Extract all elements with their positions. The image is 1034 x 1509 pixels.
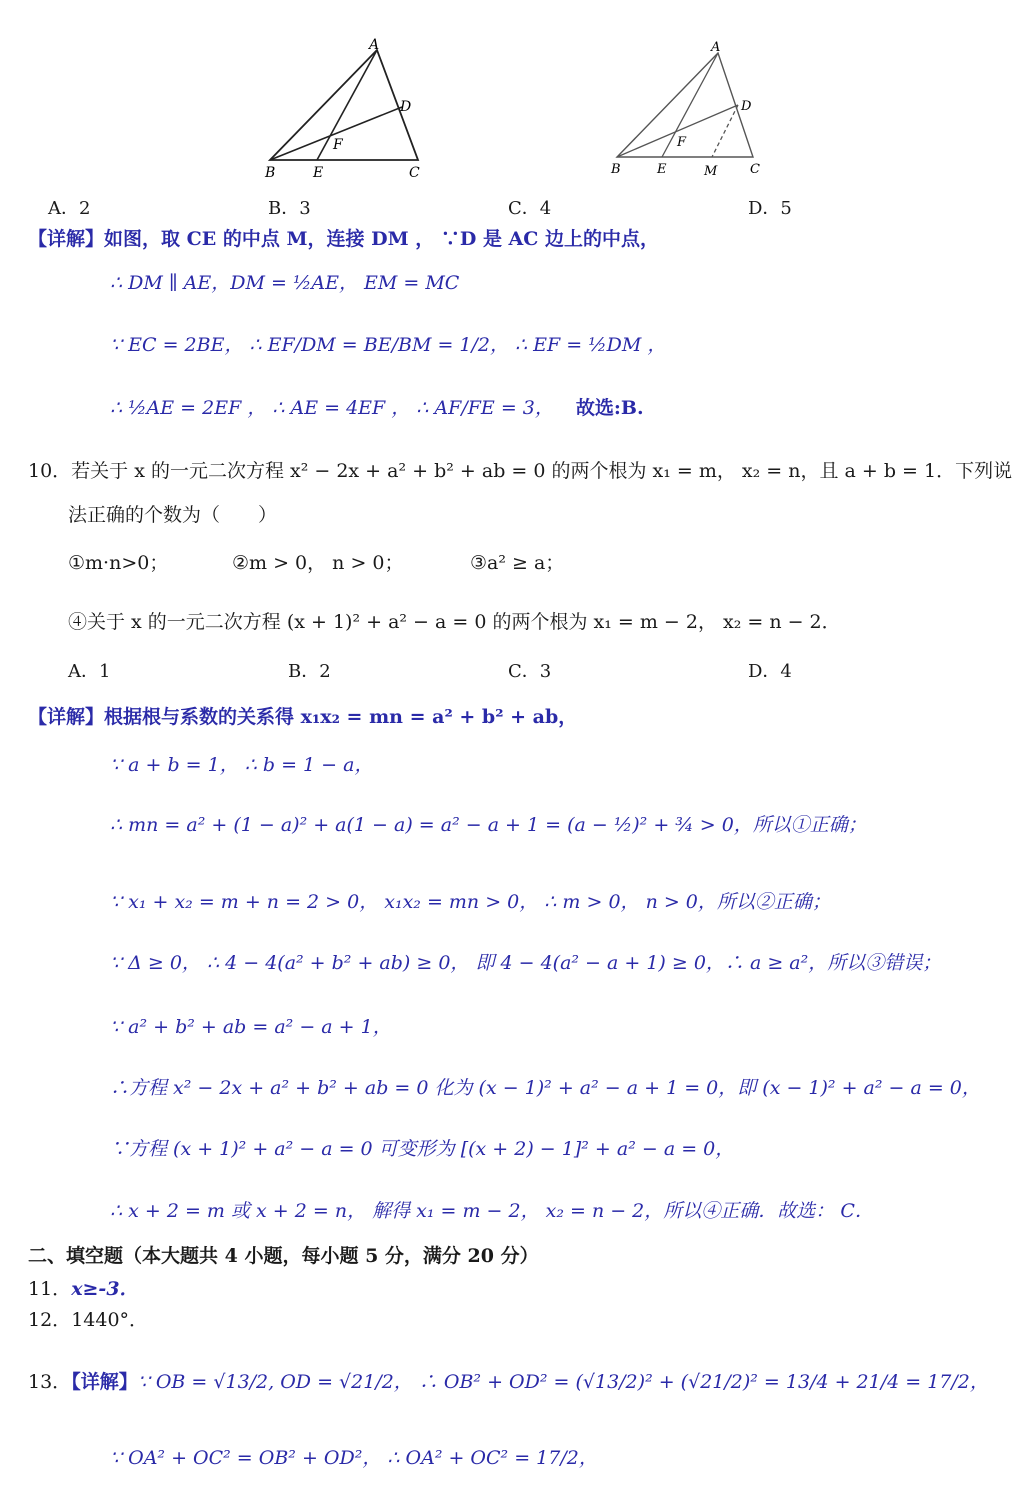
q10-solution-line9: ∴ x + 2 = m 或 x + 2 = n， 解得 x₁ = m − 2， x₂ = n − 2，所以④正确．故选： C． <box>110 1200 874 1222</box>
answer-text: x≥-3． <box>71 1278 139 1300</box>
question-number: 11． <box>28 1278 72 1300</box>
label-e: E <box>657 162 667 177</box>
question-number: 12． <box>28 1309 72 1331</box>
q10-solution-line6: ∵ a² + b² + ab = a² − a + 1， <box>110 1016 392 1038</box>
q10-solution-line3: ∴ mn = a² + (1 − a)² + a(1 − a) = a² − a + 1 = (a − ½)² + ¾ > 0，所以①正确； <box>110 814 867 836</box>
answer-choice: 故选:B. <box>575 397 644 419</box>
q10-stem-line2: 法正确的个数为（ ） <box>68 504 278 526</box>
q10-option-c: C．3 <box>508 661 552 682</box>
label-m: M <box>704 164 718 179</box>
solution-text: 根据根与系数的关系得 x₁x₂ = mn = a² + b² + ab， <box>104 706 578 728</box>
label-b: B <box>611 162 621 177</box>
solution-tag: 【详解】 <box>28 228 105 250</box>
solution-tag: 【详解】 <box>71 1371 138 1393</box>
q10-statement-2: ②m > 0， n > 0； <box>232 552 404 574</box>
label-d: D <box>400 99 412 115</box>
q10-solution-line4: ∵ x₁ + x₂ = m + n = 2 > 0， x₁x₂ = mn > 0， ∴ m > 0， n > 0，所以②正确； <box>110 891 831 913</box>
answer-13-line2: ∵ OA² + OC² = OB² + OD²， ∴ OA² + OC² = 17/2， <box>110 1447 598 1469</box>
q10-solution-line2: ∵ a + b = 1， ∴ b = 1 − a， <box>110 754 374 776</box>
q10-statement-3: ③a² ≥ a； <box>470 552 565 574</box>
q9-solution-line2: ∴ DM ∥ AE，DM = ½AE， EM = MC <box>110 272 460 294</box>
q10-option-b: B．2 <box>288 661 331 682</box>
label-f: F <box>333 137 343 153</box>
label-c: C <box>409 165 420 181</box>
q10-option-d: D．4 <box>748 661 792 682</box>
answer-12 <box>28 1305 148 1332</box>
q10-stem-line1: 10．若关于 x 的一元二次方程 x² − 2x + a² + b² + ab = 0 的两个根为 x₁ = m， x₂ = n，且 a + b = 1．下列说 <box>28 460 1013 482</box>
q10-solution-line1 <box>28 702 577 729</box>
section-title: 二、填空题（本大题共 4 小题，每小题 5 分，满分 20 分） <box>28 1245 539 1267</box>
label-c: C <box>750 162 760 177</box>
solution-text: ∴ ½AE = 2EF ， ∴ AE = 4EF ， ∴ AF/FE = 3， <box>110 397 554 419</box>
q10-statement-1: ①m·n>0； <box>68 552 169 574</box>
q10-statement-4: ④关于 x 的一元二次方程 (x + 1)² + a² − a = 0 的两个根为 x₁ = m − 2， x₂ = n − 2． <box>68 611 841 633</box>
answer-11 <box>28 1274 139 1301</box>
solution-text: 如图，取 CE 的中点 M，连接 DM ， ∵D 是 AC 边上的中点， <box>104 228 660 250</box>
label-a: A <box>711 40 721 55</box>
label-f: F <box>677 135 687 150</box>
q10-solution-line7: ∴方程 x² − 2x + a² + b² + ab = 0 化为 (x − 1)² + a² − a + 1 = 0，即 (x − 1)² + a² − a = 0， <box>110 1077 981 1099</box>
q10-solution-line8: ∵方程 (x + 1)² + a² − a = 0 可变形为 [(x + 2) − 1]² + a² − a = 0， <box>110 1138 735 1160</box>
label-e: E <box>313 165 324 181</box>
triangle-figure-right <box>605 35 785 185</box>
question-number: 13． <box>28 1371 72 1393</box>
solution-text: ∵ OB = √13/2, OD = √21/2， ∴ OB² + OD² = (√13/2)² + (√21/2)² = 13/4 + 21/4 = 17/2， <box>137 1371 989 1393</box>
q9-solution-line3: ∵ EC = 2BE， ∴ EF/DM = BE/BM = 1/2， ∴ EF = ½DM ， <box>110 334 667 356</box>
q9-option-c: C．4 <box>508 198 552 219</box>
q9-option-d: D．5 <box>748 198 792 219</box>
q10-solution-line5: ∵ Δ ≥ 0， ∴ 4 − 4(a² + b² + ab) ≥ 0， 即 4 − 4(a² − a + 1) ≥ 0，∴ a ≥ a²，所以③错误； <box>110 952 942 974</box>
label-b: B <box>265 165 276 181</box>
solution-tag: 【详解】 <box>28 706 105 728</box>
q9-option-b: B．3 <box>268 198 311 219</box>
label-d: D <box>741 99 752 114</box>
q9-solution-line4 <box>110 393 644 420</box>
q9-option-a: A．2 <box>48 198 91 219</box>
label-a: A <box>369 37 380 53</box>
answer-13-line1 <box>28 1367 989 1394</box>
answer-text: 1440°． <box>71 1309 149 1331</box>
triangle-figure-left <box>255 35 435 185</box>
q9-solution-line1 <box>28 224 659 251</box>
q10-option-a: A．1 <box>68 661 111 682</box>
